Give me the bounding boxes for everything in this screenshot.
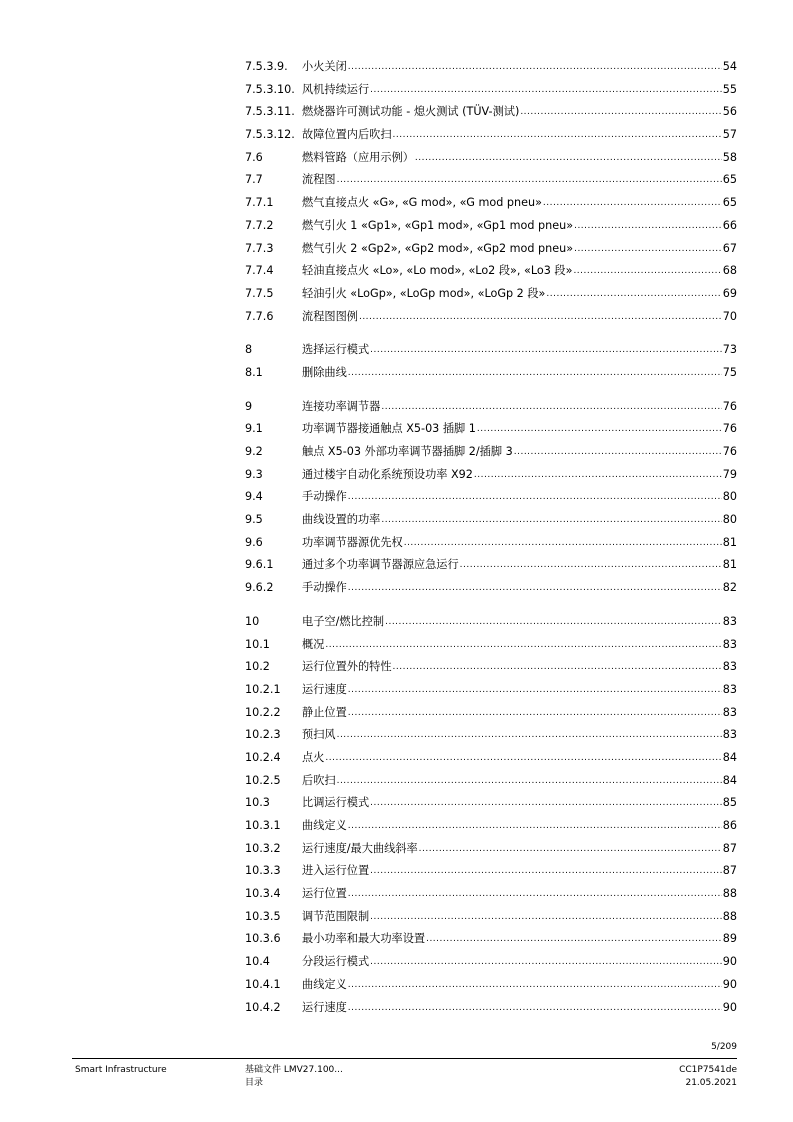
toc-entry-page: 76 — [722, 445, 737, 458]
toc-entry[interactable] — [245, 613, 737, 636]
page-number: 5/209 — [711, 1042, 737, 1052]
toc-entry[interactable] — [245, 149, 737, 172]
footer-doc-title: 基础文件 LMV27.100... — [245, 1065, 343, 1075]
toc-entry-page: 84 — [722, 750, 737, 764]
toc-entry-number: 10.3.4 — [245, 887, 281, 901]
toc-entry-number: 9.2 — [245, 445, 263, 458]
toc-entry[interactable] — [245, 704, 737, 727]
toc-entry-title: 运行速度 — [302, 682, 347, 696]
toc-leader-dots — [370, 908, 722, 925]
toc-entry-page: 70 — [722, 309, 737, 323]
toc-leader-dots — [574, 217, 722, 234]
toc-entry-title: 曲线定义 — [302, 977, 347, 991]
toc-leader-dots — [404, 534, 722, 551]
toc-leader-dots — [574, 240, 722, 257]
toc-entry[interactable] — [245, 217, 737, 240]
toc-entry-page: 73 — [722, 343, 737, 357]
toc-entry-title: 燃气引火 2 «Gp2», «Gp2 mod», «Gp2 mod pneu» — [302, 241, 574, 255]
toc-entry[interactable] — [245, 285, 737, 308]
toc-entry-page: 80 — [722, 513, 737, 527]
toc-entry-page: 76 — [722, 422, 737, 436]
toc-entry-number: 9.4 — [245, 490, 263, 504]
toc-leader-dots — [370, 341, 722, 358]
toc-entry-number: 10.3.5 — [245, 909, 281, 923]
toc-entry[interactable] — [245, 443, 737, 466]
toc-entry[interactable] — [245, 840, 737, 863]
toc-entry-page: 82 — [722, 581, 737, 595]
toc-entry[interactable] — [245, 885, 737, 908]
toc-entry[interactable] — [245, 534, 737, 557]
footer-doc-meta — [679, 1064, 737, 1090]
toc-entry-page: 83 — [722, 660, 737, 674]
toc-leader-dots — [348, 817, 722, 834]
toc-entry-page: 55 — [722, 82, 737, 96]
toc-entry-page: 86 — [722, 819, 737, 832]
toc-entry-title: 功率调节器接通触点 X5-03 插脚 1 — [302, 422, 476, 436]
toc-entry-title: 运行速度 — [302, 1000, 347, 1014]
toc-entry-title: 燃气引火 1 «Gp1», «Gp1 mod», «Gp1 mod pneu» — [302, 218, 574, 232]
toc-entry-page: 88 — [722, 887, 737, 901]
toc-entry-title: 手动操作 — [302, 581, 347, 595]
footer-date: 21.05.2021 — [685, 1078, 737, 1088]
toc-entry[interactable] — [245, 658, 737, 681]
toc-entry[interactable] — [245, 58, 737, 81]
toc-leader-dots — [385, 613, 722, 630]
toc-entry[interactable] — [245, 726, 737, 749]
toc-entry-title: 燃料管路（应用示例） — [302, 150, 414, 164]
toc-entry-number: 9.6 — [245, 535, 263, 549]
toc-leader-dots — [348, 681, 722, 698]
toc-entry-title: 电子空/燃比控制 — [302, 614, 385, 628]
toc-entry-title: 点火 — [302, 750, 325, 764]
toc-entry-title: 最小功率和最大功率设置 — [302, 932, 426, 946]
toc-entry-number: 9.6.1 — [245, 558, 274, 572]
toc-entry-title: 燃气直接点火 «G», «G mod», «G mod pneu» — [302, 196, 542, 210]
toc-leader-dots — [543, 194, 722, 211]
toc-entry-number: 9.6.2 — [245, 581, 274, 595]
toc-leader-dots — [573, 262, 721, 279]
toc-leader-dots — [370, 953, 722, 970]
toc-leader-dots — [460, 556, 722, 573]
toc-entry[interactable] — [245, 194, 737, 217]
toc-entry-page: 67 — [722, 241, 737, 255]
toc-entry[interactable] — [245, 976, 737, 999]
toc-entry-page: 90 — [722, 1000, 737, 1014]
toc-leader-dots — [348, 488, 722, 505]
toc-entry[interactable] — [245, 466, 737, 489]
toc-entry-page: 66 — [722, 218, 737, 232]
toc-entry-title: 运行位置 — [302, 887, 347, 901]
toc-entry-title: 进入运行位置 — [302, 864, 370, 878]
toc-entry-title: 曲线设置的功率 — [302, 513, 381, 527]
toc-entry[interactable] — [245, 341, 737, 364]
toc-entry[interactable] — [245, 930, 737, 953]
toc-leader-dots — [348, 364, 722, 381]
toc-entry-number: 7.7.5 — [245, 286, 274, 300]
toc-entry-number: 7.5.3.10. — [245, 82, 295, 96]
toc-entry[interactable] — [245, 511, 737, 534]
toc-entry-title: 选择运行模式 — [302, 343, 370, 357]
toc-entry-page: 57 — [722, 128, 737, 142]
toc-entry-page: 68 — [722, 264, 737, 278]
toc-entry-title: 调节范围限制 — [302, 909, 370, 923]
toc-entry[interactable] — [245, 240, 737, 263]
toc-entry-page: 69 — [722, 286, 737, 300]
toc-entry-number: 10.2.5 — [245, 773, 281, 787]
toc-entry-page: 76 — [722, 399, 737, 413]
toc-entry-title: 曲线定义 — [302, 819, 347, 832]
toc-entry-number: 10.2.3 — [245, 728, 281, 742]
toc-entry-title: 轻油直接点火 «Lo», «Lo mod», «Lo2 段», «Lo3 段» — [302, 264, 573, 278]
toc-entry-number: 7.7.2 — [245, 218, 274, 232]
toc-leader-dots — [546, 285, 721, 302]
toc-entry-page: 83 — [722, 705, 737, 719]
toc-entry[interactable] — [245, 103, 737, 126]
toc-entry-page: 83 — [722, 682, 737, 696]
toc-leader-dots — [337, 726, 722, 743]
toc-entry-number: 10.2 — [245, 660, 270, 674]
toc-leader-dots — [370, 862, 722, 879]
toc-entry-number: 7.7.6 — [245, 309, 274, 323]
toc-entry-title: 通过楼宇自动化系统预设功率 X92 — [302, 467, 473, 481]
toc-entry-number: 10.3.3 — [245, 864, 281, 878]
toc-leader-dots — [477, 420, 722, 437]
toc-entry-page: 75 — [722, 365, 737, 379]
toc-entry-title: 比调运行模式 — [302, 796, 370, 810]
toc-leader-dots — [370, 794, 722, 811]
toc-entry[interactable] — [245, 308, 737, 331]
toc-leader-dots — [393, 658, 722, 675]
toc-entry-number: 9.3 — [245, 467, 263, 481]
toc-entry-page: 90 — [722, 977, 737, 991]
toc-entry[interactable] — [245, 579, 737, 602]
toc-entry-number: 10.4 — [245, 955, 270, 969]
toc-entry-number: 7.5.3.12. — [245, 128, 295, 142]
toc-entry-title: 流程图图例 — [302, 309, 358, 323]
toc-leader-dots — [520, 103, 721, 120]
toc-entry[interactable] — [245, 794, 737, 817]
toc-entry-number: 10.3.2 — [245, 841, 281, 855]
toc-entry-number: 9.1 — [245, 422, 263, 436]
toc-entry-number: 7.7.1 — [245, 196, 274, 210]
toc-entry[interactable] — [245, 772, 737, 795]
toc-entry-number: 7.6 — [245, 150, 263, 164]
toc-entry-page: 87 — [722, 841, 737, 855]
toc-entry-number: 9.5 — [245, 513, 263, 527]
toc-entry-title: 风机持续运行 — [302, 82, 370, 96]
toc-entry[interactable] — [245, 420, 737, 443]
toc-entry-page: 65 — [722, 173, 737, 187]
toc-leader-dots — [419, 840, 722, 857]
toc-leader-dots — [415, 149, 722, 166]
toc-entry[interactable] — [245, 171, 737, 194]
footer-divider — [72, 1058, 737, 1059]
toc-entry[interactable] — [245, 556, 737, 579]
toc-entry[interactable] — [245, 953, 737, 976]
toc-entry[interactable] — [245, 81, 737, 104]
toc-entry-page: 83 — [722, 728, 737, 742]
toc-entry-title: 故障位置内后吹扫 — [302, 128, 392, 142]
toc-entry-number: 8.1 — [245, 365, 263, 379]
footer-company: Smart Infrastructure — [75, 1065, 167, 1075]
toc-entry-page: 90 — [722, 955, 737, 969]
toc-entry-number: 7.7 — [245, 173, 263, 187]
toc-entry[interactable] — [245, 908, 737, 931]
toc-leader-dots — [359, 308, 722, 325]
footer-document-info — [245, 1064, 343, 1090]
footer-section: 目录 — [245, 1078, 264, 1088]
toc-entry-page: 83 — [722, 614, 737, 628]
toc-entry-page: 85 — [722, 796, 737, 810]
toc-entry[interactable] — [245, 398, 737, 421]
toc-entry-number: 10.1 — [245, 637, 270, 651]
toc-leader-dots — [348, 885, 722, 902]
toc-entry-title: 流程图 — [302, 173, 336, 187]
toc-entry-number: 10.2.4 — [245, 750, 281, 764]
toc-entry-page: 88 — [722, 909, 737, 923]
toc-entry-title: 触点 X5-03 外部功率调节器插脚 2/插脚 3 — [302, 445, 513, 458]
toc-entry-number: 7.7.3 — [245, 241, 274, 255]
toc-entry-page: 89 — [722, 932, 737, 946]
toc-entry-title: 分段运行模式 — [302, 955, 370, 969]
toc-entry-title: 后吹扫 — [302, 773, 336, 787]
toc-entry[interactable] — [245, 681, 737, 704]
toc-entry-number: 10 — [245, 614, 260, 628]
toc-entry[interactable] — [245, 999, 737, 1022]
toc-entry-page: 81 — [722, 558, 737, 572]
toc-leader-dots — [325, 749, 721, 766]
toc-leader-dots — [348, 976, 722, 993]
toc-entry-title: 预扫风 — [302, 728, 336, 742]
toc-entry-title: 连接功率调节器 — [302, 399, 381, 413]
toc-entry-page: 83 — [722, 637, 737, 651]
toc-entry-title: 小火关闭 — [302, 60, 347, 73]
toc-leader-dots — [337, 171, 722, 188]
toc-entry-page: 84 — [722, 773, 737, 787]
toc-entry-page: 79 — [722, 467, 737, 481]
toc-entry-number: 10.4.1 — [245, 977, 281, 991]
toc-leader-dots — [474, 466, 722, 483]
toc-leader-dots — [348, 579, 722, 596]
toc-entry-title: 燃烧器许可测试功能 - 熄火测试 (TÜV-测试) — [302, 105, 520, 119]
toc-leader-dots — [381, 398, 721, 415]
toc-leader-dots — [426, 930, 722, 947]
toc-entry-number: 7.5.3.11. — [245, 105, 295, 119]
toc-entry[interactable] — [245, 817, 737, 840]
toc-entry-title: 运行位置外的特性 — [302, 660, 392, 674]
toc-leader-dots — [370, 81, 722, 98]
toc-leader-dots — [514, 443, 722, 460]
toc-entry-title: 手动操作 — [302, 490, 347, 504]
toc-entry[interactable] — [245, 126, 737, 149]
toc-entry-number: 8 — [245, 343, 253, 357]
toc-entry-title: 通过多个功率调节器源应急运行 — [302, 558, 459, 572]
toc-entry-number: 10.2.2 — [245, 705, 281, 719]
toc-entry[interactable] — [245, 364, 737, 387]
toc-entry-title: 功率调节器源优先权 — [302, 535, 403, 549]
toc-entry[interactable] — [245, 262, 737, 285]
toc-leader-dots — [337, 772, 722, 789]
toc-entry-page: 56 — [722, 105, 737, 119]
toc-leader-dots — [348, 58, 722, 75]
toc-entry[interactable] — [245, 749, 737, 772]
footer-doc-code: CC1P7541de — [679, 1065, 737, 1075]
toc-leader-dots — [381, 511, 721, 528]
toc-entry[interactable] — [245, 862, 737, 885]
toc-entry-page: 87 — [722, 864, 737, 878]
toc-entry-number: 7.5.3.9. — [245, 60, 288, 73]
toc-entry-title: 删除曲线 — [302, 365, 347, 379]
toc-entry-number: 10.2.1 — [245, 682, 281, 696]
toc-entry-number: 10.3 — [245, 796, 270, 810]
toc-entry-page: 81 — [722, 535, 737, 549]
toc-entry[interactable] — [245, 636, 737, 659]
toc-entry-title: 运行速度/最大曲线斜率 — [302, 841, 418, 855]
toc-entry-title: 轻油引火 «LoGp», «LoGp mod», «LoGp 2 段» — [302, 286, 546, 300]
toc-entry-number: 9 — [245, 399, 253, 413]
toc-leader-dots — [325, 636, 721, 653]
toc-entry-number: 10.3.6 — [245, 932, 281, 946]
toc-leader-dots — [393, 126, 722, 143]
toc-entry-title: 概况 — [302, 637, 325, 651]
toc-entry-page: 58 — [722, 150, 737, 164]
toc-entry-number: 10.4.2 — [245, 1000, 281, 1014]
toc-entry[interactable] — [245, 488, 737, 511]
toc-entry-page: 54 — [722, 60, 737, 73]
toc-entry-number: 7.7.4 — [245, 264, 274, 278]
toc-entry-page: 80 — [722, 490, 737, 504]
toc-entry-number: 10.3.1 — [245, 819, 281, 832]
toc-leader-dots — [348, 999, 722, 1016]
toc-entry-title: 静止位置 — [302, 705, 347, 719]
toc-entry-page: 65 — [722, 196, 737, 210]
toc-leader-dots — [348, 704, 722, 721]
table-of-contents — [245, 58, 737, 1021]
